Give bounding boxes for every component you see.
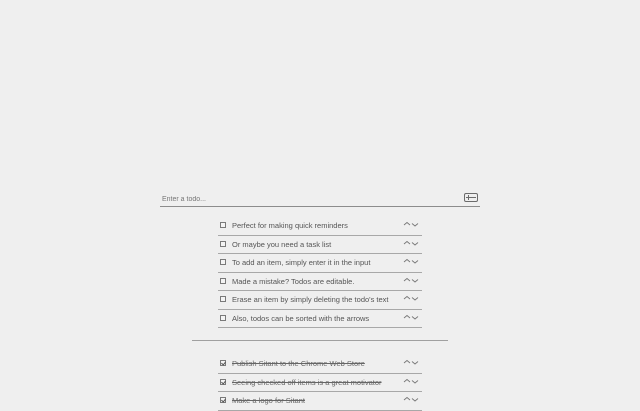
checkbox-checked-icon[interactable] [220,397,226,403]
checkbox-icon[interactable] [220,315,226,321]
sort-arrows-icon[interactable] [403,258,419,265]
sort-arrows-icon[interactable] [403,221,419,228]
checkbox-icon[interactable] [220,259,226,265]
checkbox-checked-icon[interactable] [220,379,226,385]
sort-arrows-icon[interactable] [403,359,419,366]
sort-arrows-icon[interactable] [403,378,419,385]
sort-arrows-icon[interactable] [403,396,419,403]
todo-text[interactable]: Or maybe you need a task list [232,239,332,249]
sort-arrows-icon[interactable] [403,314,419,321]
todo-text[interactable]: Erase an item by simply deleting the todo's text [232,295,389,304]
section-divider [192,340,448,341]
checkbox-checked-icon[interactable] [220,360,226,366]
todo-text[interactable]: Also, todos can be sorted with the arrows [232,313,370,323]
todo-text[interactable]: Publish Sitant to the Chrome Web Store [232,359,365,368]
checkbox-icon[interactable] [220,278,226,284]
completed-todo-list [218,355,422,411]
todo-text[interactable]: Made a mistake? Todos are editable. [232,276,355,286]
sort-arrows-icon[interactable] [403,295,419,302]
todo-entry-bar [160,192,480,207]
todo-text[interactable]: Make a logo for Sitant [232,396,305,405]
todo-input[interactable] [162,193,452,205]
todo-row [218,217,422,236]
todo-text[interactable]: To add an item, simply enter it in the input [232,258,371,267]
todo-row [218,273,422,292]
todo-text[interactable]: Seeing checked off items is a great motivator [232,377,382,387]
todo-text[interactable]: Perfect for making quick reminders [232,221,348,230]
checkbox-icon[interactable] [220,241,226,247]
sort-arrows-icon[interactable] [403,240,419,247]
sort-arrows-icon[interactable] [403,277,419,284]
checkbox-icon[interactable] [220,296,226,302]
todo-row [218,310,422,329]
todo-row [218,254,422,273]
todo-row [218,291,422,310]
active-todo-list [218,217,422,328]
todo-row [218,355,422,374]
add-todo-button[interactable] [464,193,478,202]
checkbox-icon[interactable] [220,222,226,228]
todo-row [218,374,422,393]
todo-row [218,236,422,255]
todo-row [218,392,422,411]
